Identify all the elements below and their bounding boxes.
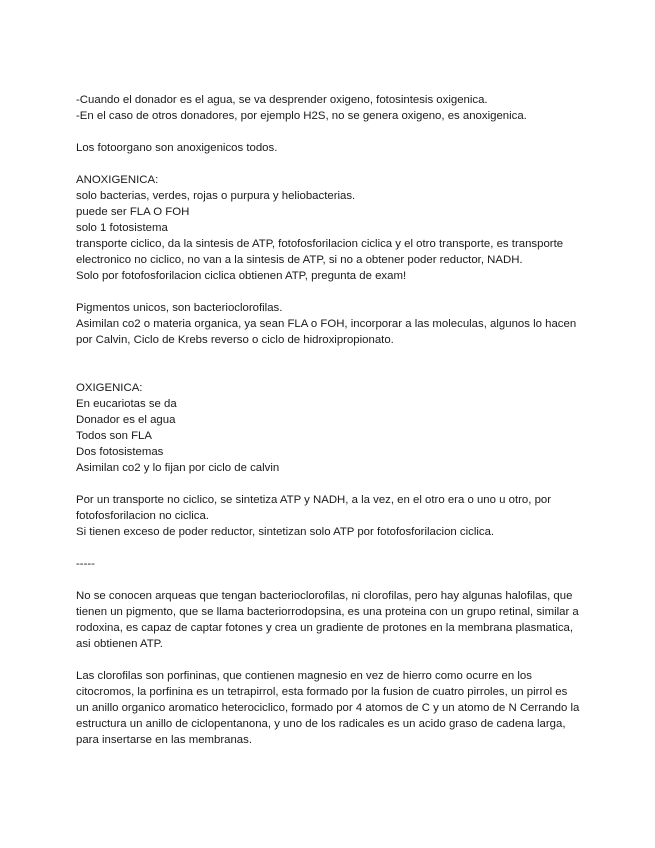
transporte-line: Si tienen exceso de poder reductor, sintetizan solo ATP por fotofosforilacion ciclica. xyxy=(76,526,495,538)
arqueas-paragraph xyxy=(76,588,581,652)
donador-line-agua: -Cuando el donador es el agua, se va desprender oxigeno, fotosintesis oxigenica. xyxy=(76,94,488,106)
pigmentos-paragraph xyxy=(76,300,581,348)
anoxigenica-line: Solo por fotofosforilacion ciclica obtienen ATP, pregunta de exam! xyxy=(76,270,407,282)
fotoorgano-text: Los fotoorgano son anoxigenicos todos. xyxy=(76,142,278,154)
oxigenica-line: Todos son FLA xyxy=(76,430,152,442)
document-page xyxy=(76,92,581,764)
separator-text: ----- xyxy=(76,558,95,570)
anoxigenica-line: puede ser FLA O FOH xyxy=(76,206,190,218)
anoxigenica-line: solo 1 fotosistema xyxy=(76,222,168,234)
donador-line-otros: -En el caso de otros donadores, por ejemplo H2S, no se genera oxigeno, es anoxigenica. xyxy=(76,110,527,122)
donador-paragraph xyxy=(76,92,581,124)
transporte-line: Por un transporte no ciclico, se sintetiza ATP y NADH, a la vez, en el otro era o uno u otro, por fotofosforilacion no ciclica. xyxy=(76,494,552,522)
pigmentos-line: Pigmentos unicos, son bacterioclorofilas. xyxy=(76,302,283,314)
oxigenica-heading: OXIGENICA: xyxy=(76,382,143,394)
oxigenica-line: En eucariotas se da xyxy=(76,398,177,410)
separator-paragraph xyxy=(76,556,581,572)
arqueas-text: No se conocen arqueas que tengan bacterioclorofilas, ni clorofilas, pero hay algunas halofilas, que tienen un pigmento, que se llama bacteriorrodopsina, es una proteina con un grupo retinal, similar a rodoxina, es capaz de captar fotones y crea un gradiente de protones en la membrana plasmatica, asi obtienen ATP. xyxy=(76,590,579,650)
oxigenica-line: Donador es el agua xyxy=(76,414,176,426)
oxigenica-section xyxy=(76,380,581,476)
anoxigenica-line: solo bacterias, verdes, rojas o purpura y heliobacterias. xyxy=(76,190,356,202)
anoxigenica-line: transporte ciclico, da la sintesis de ATP, fotofosforilacion ciclica y el otro transporte, es transporte electronico no ciclico, no van a la sintesis de ATP, si no a obtener poder reductor, NADH. xyxy=(76,238,564,266)
oxigenica-line: Dos fotosistemas xyxy=(76,446,164,458)
clorofilas-paragraph xyxy=(76,668,581,748)
clorofilas-text: Las clorofilas son porfininas, que contienen magnesio en vez de hierro como ocurre en los citocromos, la porfinina es un tetrapirrol, esta formado por la fusion de cuatro pirroles, un pirrol es un anillo organico aromatico heterociclico, formado por 4 atomos de C y un atomo de N Cerrando la estructura un anillo de ciclopentanona, y uno de los radicales es un acido graso de cadena larga, para insertarse en las membranas. xyxy=(76,670,580,746)
anoxigenica-heading: ANOXIGENICA: xyxy=(76,174,159,186)
oxigenica-line: Asimilan co2 y lo fijan por ciclo de calvin xyxy=(76,462,280,474)
anoxigenica-section xyxy=(76,172,581,284)
pigmentos-line: Asimilan co2 o materia organica, ya sean FLA o FOH, incorporar a las moleculas, algunos lo hacen por Calvin, Ciclo de Krebs reverso o ciclo de hidroxipropionato. xyxy=(76,318,577,346)
fotoorgano-paragraph xyxy=(76,140,581,156)
transporte-paragraph xyxy=(76,492,581,540)
